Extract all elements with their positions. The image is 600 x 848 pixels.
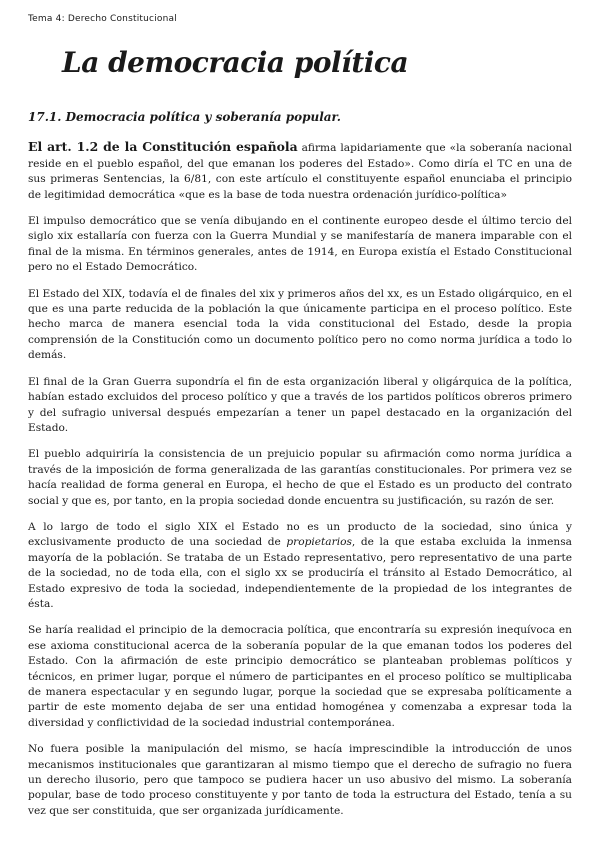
paragraph-6-after: , de la que estaba excluida la inmensa mayoría de la población. Se trataba de un Estado representativo, pero representativo de una parte de la sociedad, no de toda ella, con el siglo xx se produciría el tránsito al Estado Democrático, al Estado expresivo de toda la sociedad, independientemente de la propiedad de los integrantes de ésta. xyxy=(28,536,572,610)
document-body xyxy=(28,110,572,830)
paragraph-1-text: afirma lapidariamente que «la soberanía nacional reside en el pueblo español, del que emanan los poderes del Estado». Como diría el TC en una de sus primeras Sentencias, la 6/81, con este artículo el constituyente español enunciaba el principio de legitimidad democrática «que es la base de toda nuestra ordenación jurídico-política» xyxy=(28,142,572,201)
paragraph-1-lead: El art. 1.2 de la Constitución española xyxy=(28,139,298,155)
page-header: Tema 4: Derecho Constitucional xyxy=(28,14,177,24)
paragraph-3: El Estado del XIX, todavía el de finales del xix y primeros años del xx, es un Estado oligárquico, en el que es una parte reducida de la población la que únicamente participa en el proceso político. Este hecho marca de manera esencial toda la vida constitucional del Estado, desde la propia comprensión de la Constitución como un documento político pero no como norma jurídica a todo lo demás. xyxy=(28,287,572,362)
paragraph-4: El final de la Gran Guerra supondría el fin de esta organización liberal y oligárquica de la política, habían estado excluidos del proceso político y que a través de los partidos políticos obreros primero y del sufragio universal después empezarían a tener un papel destacado en la organización del Estado. xyxy=(28,375,572,434)
paragraph-2: El impulso democrático que se venía dibujando en el continente europeo desde el último tercio del siglo xix estallaría con fuerza con la Guerra Mundial y se manifestaría de manera imparable con el final de la misma. En términos generales, antes de 1914, en Europa existía el Estado Constitucional pero no el Estado Democrático. xyxy=(28,215,572,274)
paragraph-6-emphasis: propietarios xyxy=(286,536,352,549)
paragraph-6-before: A lo largo de todo el siglo XIX el Estado no es un producto de la sociedad, sino única y exclusivamente producto de una sociedad de xyxy=(28,520,572,549)
document-title: La democracia política xyxy=(62,46,409,79)
paragraph-5: El pueblo adquiriría la consistencia de un prejuicio popular su afirmación como norma jurídica a través de la imposición de forma generalizada de las garantías constitucionales. Por primera vez se hacía realidad de forma general en Europa, el hecho de que el Estado es un producto del contrato social y que es, por tanto, en la propia sociedad donde encuentra su justificación, su razón de ser. xyxy=(28,448,572,507)
paragraph-8: No fuera posible la manipulación del mismo, se hacía imprescindible la introducción de unos mecanismos institucionales que garantizaran al mismo tiempo que el derecho de sufragio no fuera un derecho ilusorio, pero que tampoco se pudiera hacer un uso abusivo del mismo. La soberanía popular, base de todo proceso constituyente y por tanto de toda la estructura del Estado, tenía a su vez que ser constituida, que ser organizada jurídicamente. xyxy=(28,743,572,817)
section-title: 17.1. Democracia política y soberanía popular. xyxy=(28,110,341,124)
paragraph-1 xyxy=(28,139,572,203)
paragraph-7: Se haría realidad el principio de la democracia política, que encontraría su expresión inequívoca en ese axioma constitucional acerca de la soberanía popular de la que emanan todos los poderes del Estado. Con la afirmación de este principio democrático se planteaban problemas políticos y técnicos, en primer lugar, porque el número de participantes en el proceso político se multiplicaba de manera espectacular y en segundo lugar, porque la sociedad que se expresaba políticamente a partir de este momento dejaba de ser una entidad homogénea y comenzaba a expresar toda la diversidad y conflictividad de la sociedad industrial contemporánea. xyxy=(28,624,572,729)
paragraph-6 xyxy=(28,520,572,612)
